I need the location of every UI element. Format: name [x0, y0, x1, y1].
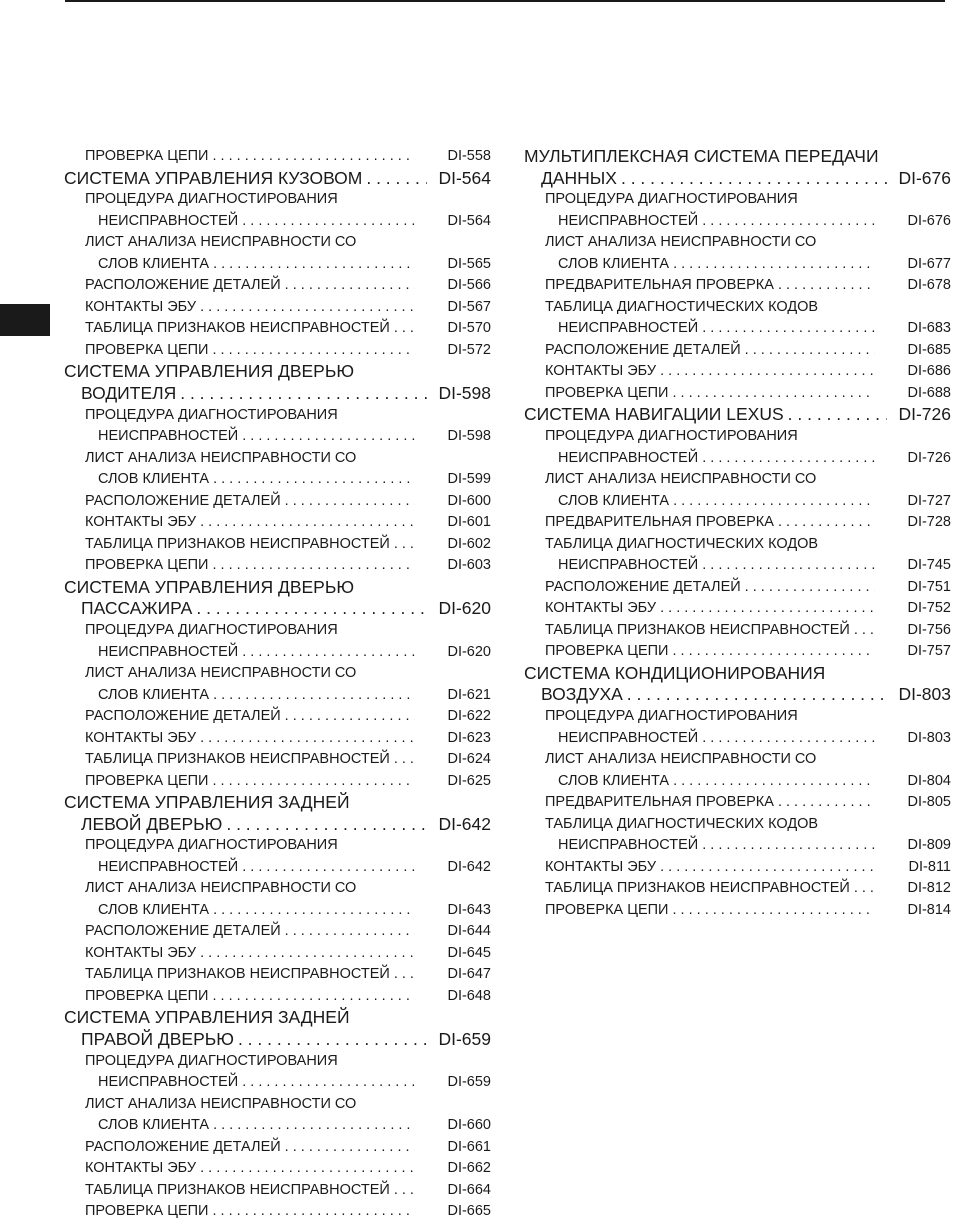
toc-subsection-entry[interactable]	[64, 921, 491, 943]
toc-entry-title: ЛИСТ АНАЛИЗА НЕИСПРАВНОСТИ СО	[545, 234, 817, 251]
toc-page-number: DI-564	[438, 167, 491, 188]
dot-leader	[660, 857, 875, 879]
toc-entry-title: СИСТЕМА УПРАВЛЕНИЯ ДВЕРЬЮ	[64, 361, 354, 382]
toc-page-number: DI-645	[447, 944, 491, 961]
toc-subsection-entry[interactable]	[64, 512, 491, 534]
toc-entry-title: ТАБЛИЦА ДИАГНОСТИЧЕСКИХ КОДОВ	[545, 815, 819, 832]
toc-page-number: DI-598	[438, 382, 491, 403]
toc-page-number: DI-665	[447, 1203, 491, 1220]
toc-entry-title: РАСПОЛОЖЕНИЕ ДЕТАЛЕЙ	[85, 277, 281, 294]
toc-subsection-entry[interactable]	[64, 1137, 491, 1159]
toc-entry-title: НЕИСПРАВНОСТЕЙ	[98, 212, 239, 229]
toc-entry-title: КОНТАКТЫ ЭБУ	[545, 600, 657, 617]
toc-entry-title: КОНТАКТЫ ЭБУ	[85, 729, 197, 746]
toc-page-number: DI-812	[907, 880, 951, 897]
toc-subsection-entry[interactable]	[64, 1158, 491, 1180]
toc-entry-title: КОНТАКТЫ ЭБУ	[85, 298, 197, 315]
toc-entry-title: СЛОВ КЛИЕНТА	[98, 901, 210, 918]
toc-entry-title: СИСТЕМА КОНДИЦИОНИРОВАНИЯ	[524, 662, 826, 683]
toc-subsection-entry[interactable]	[64, 318, 491, 340]
toc-subsection-entry[interactable]	[524, 534, 951, 577]
toc-entry-title: МУЛЬТИПЛЕКСНАЯ СИСТЕМА ПЕРЕДАЧИ	[524, 146, 879, 166]
toc-page-number: DI-726	[907, 449, 951, 466]
toc-entry-title: РАСПОЛОЖЕНИЕ ДЕТАЛЕЙ	[545, 341, 741, 358]
toc-entry-title: ЛИСТ АНАЛИЗА НЕИСПРАВНОСТИ СО	[85, 880, 357, 897]
toc-entry-title: ВОЗДУХА	[541, 684, 623, 705]
toc-subsection-entry[interactable]	[64, 1051, 491, 1094]
toc-subsection-entry[interactable]	[64, 1201, 491, 1223]
dot-leader	[660, 361, 875, 383]
toc-subsection-entry[interactable]	[524, 900, 951, 922]
toc-page-number: DI-564	[447, 212, 491, 229]
dot-leader	[394, 1180, 415, 1202]
dot-leader	[285, 1137, 415, 1159]
toc-page-number: DI-811	[908, 858, 951, 875]
dot-leader	[242, 211, 415, 233]
toc-entry-title: ТАБЛИЦА ПРИЗНАКОВ НЕИСПРАВНОСТЕЙ	[85, 320, 390, 337]
toc-entry-title: КОНТАКТЫ ЭБУ	[85, 944, 197, 961]
dot-leader	[673, 254, 875, 276]
toc-subsection-entry[interactable]	[524, 426, 951, 469]
toc-entry-title: КОНТАКТЫ ЭБУ	[545, 363, 657, 380]
toc-entry-title: НЕИСПРАВНОСТЕЙ	[98, 428, 239, 445]
toc-entry-title: ТАБЛИЦА ПРИЗНАКОВ НЕИСПРАВНОСТЕЙ	[85, 751, 390, 768]
toc-subsection-entry[interactable]	[524, 641, 951, 663]
toc-subsection-entry[interactable]	[524, 857, 951, 879]
toc-subsection-entry[interactable]	[64, 620, 491, 663]
toc-entry-title: ТАБЛИЦА ПРИЗНАКОВ НЕИСПРАВНОСТЕЙ	[85, 966, 390, 983]
toc-entry-title: ПРОВЕРКА ЦЕПИ	[85, 557, 209, 574]
toc-entry-title: ПРОЦЕДУРА ДИАГНОСТИРОВАНИЯ	[85, 622, 338, 639]
toc-subsection-entry[interactable]	[64, 491, 491, 513]
toc-subsection-entry[interactable]	[64, 146, 491, 168]
dot-leader	[238, 1029, 427, 1051]
dot-leader	[702, 448, 875, 470]
toc-page-number: DI-602	[447, 535, 491, 552]
toc-page-number: DI-659	[447, 1074, 491, 1091]
dot-leader	[213, 900, 415, 922]
toc-entry-title: ПРОВЕРКА ЦЕПИ	[545, 384, 669, 401]
toc-page-number: DI-803	[907, 729, 951, 746]
toc-subsection-entry[interactable]	[64, 534, 491, 556]
toc-entry-title: СЛОВ КЛИЕНТА	[98, 471, 210, 488]
dot-leader	[778, 275, 875, 297]
toc-page-number: DI-622	[447, 708, 491, 725]
toc-page-number: DI-659	[438, 1029, 491, 1050]
toc-subsection-entry[interactable]	[64, 405, 491, 448]
dot-leader	[242, 857, 415, 879]
dot-leader	[745, 340, 875, 362]
dot-leader	[778, 512, 875, 534]
dot-leader	[212, 146, 415, 168]
section-tab-marker	[0, 304, 50, 336]
toc-page-number: DI-676	[907, 212, 951, 229]
toc-entry-title: НЕИСПРАВНОСТЕЙ	[98, 858, 239, 875]
toc-page-number: DI-686	[907, 363, 951, 380]
toc-entry-title: ВОДИТЕЛЯ	[81, 382, 177, 403]
dot-leader	[242, 1072, 415, 1094]
toc-subsection-entry[interactable]	[524, 189, 951, 232]
toc-page-number: DI-624	[447, 751, 491, 768]
toc-page-number: DI-752	[907, 600, 951, 617]
toc-entry-title: СЛОВ КЛИЕНТА	[98, 1117, 210, 1134]
toc-entry-title: ПРОЦЕДУРА ДИАГНОСТИРОВАНИЯ	[545, 708, 798, 725]
top-rule	[65, 0, 945, 2]
toc-subsection-entry[interactable]	[64, 232, 491, 275]
toc-column-left	[64, 146, 491, 1223]
toc-entry-title: ПРОЦЕДУРА ДИАГНОСТИРОВАНИЯ	[85, 406, 338, 423]
toc-entry-title: СИСТЕМА УПРАВЛЕНИЯ ЗАДНЕЙ	[64, 792, 350, 813]
toc-entry-title: ПАССАЖИРА	[81, 598, 193, 619]
toc-page-number: DI-814	[907, 901, 951, 918]
toc-entry-title: ДАННЫХ	[541, 167, 617, 188]
dot-leader	[180, 383, 427, 405]
dot-leader	[702, 318, 875, 340]
dot-leader	[672, 900, 875, 922]
dot-leader	[778, 792, 875, 814]
toc-subsection-entry[interactable]	[524, 792, 951, 814]
toc-subsection-entry[interactable]	[524, 383, 951, 405]
toc-entry-title: НЕИСПРАВНОСТЕЙ	[558, 557, 699, 574]
toc-entry-title: ПРОЦЕДУРА ДИАГНОСТИРОВАНИЯ	[85, 837, 338, 854]
toc-entry-title: ЛИСТ АНАЛИЗА НЕИСПРАВНОСТИ СО	[85, 234, 357, 251]
toc-page-number: DI-809	[907, 837, 951, 854]
dot-leader	[285, 921, 415, 943]
toc-page-number: DI-566	[447, 277, 491, 294]
toc-page-number: DI-558	[447, 148, 491, 164]
toc-subsection-entry[interactable]	[524, 275, 951, 297]
dot-leader	[242, 426, 415, 448]
toc-entry-title: ПРЕДВАРИТЕЛЬНАЯ ПРОВЕРКА	[545, 514, 774, 531]
dot-leader	[702, 211, 875, 233]
toc-subsection-entry[interactable]	[64, 964, 491, 986]
dot-leader	[673, 491, 875, 513]
toc-page-number: DI-745	[907, 557, 951, 574]
toc-entry-title: ПРОВЕРКА ЦЕПИ	[545, 901, 669, 918]
dot-leader	[702, 728, 875, 750]
dot-leader	[854, 620, 875, 642]
toc-entry-title: ПРАВОЙ ДВЕРЬЮ	[81, 1029, 234, 1050]
toc-page-number: DI-598	[447, 428, 491, 445]
toc-subsection-entry[interactable]	[524, 878, 951, 900]
toc-section-entry[interactable]	[524, 146, 951, 189]
toc-entry-title: СЛОВ КЛИЕНТА	[98, 686, 210, 703]
toc-subsection-entry[interactable]	[64, 663, 491, 706]
toc-entry-title: ПРОВЕРКА ЦЕПИ	[545, 643, 669, 660]
toc-entry-title: ПРОВЕРКА ЦЕПИ	[85, 341, 209, 358]
toc-subsection-entry[interactable]	[524, 620, 951, 642]
toc-entry-title: ЛИСТ АНАЛИЗА НЕИСПРАВНОСТИ СО	[85, 1095, 357, 1112]
dot-leader	[660, 598, 875, 620]
toc-subsection-entry[interactable]	[64, 555, 491, 577]
toc-subsection-entry[interactable]	[64, 749, 491, 771]
dot-leader	[213, 254, 415, 276]
dot-leader	[702, 555, 875, 577]
toc-entry-title: РАСПОЛОЖЕНИЕ ДЕТАЛЕЙ	[545, 578, 741, 595]
toc-entry-title: ЛЕВОЙ ДВЕРЬЮ	[81, 813, 223, 834]
toc-entry-title: ТАБЛИЦА ПРИЗНАКОВ НЕИСПРАВНОСТЕЙ	[545, 880, 850, 897]
toc-entry-title: ТАБЛИЦА ДИАГНОСТИЧЕСКИХ КОДОВ	[545, 298, 819, 315]
toc-page-number: DI-603	[447, 557, 491, 574]
dot-leader	[673, 771, 875, 793]
toc-page-number: DI-644	[447, 923, 491, 940]
toc-entry-title: СЛОВ КЛИЕНТА	[558, 492, 670, 509]
toc-section-entry[interactable]	[524, 663, 951, 706]
toc-page-number: DI-620	[438, 598, 491, 619]
dot-leader	[212, 555, 415, 577]
toc-page-number: DI-648	[447, 987, 491, 1004]
toc-subsection-entry[interactable]	[524, 598, 951, 620]
toc-entry-title: ТАБЛИЦА ПРИЗНАКОВ НЕИСПРАВНОСТЕЙ	[85, 1181, 390, 1198]
toc-entry-title: СИСТЕМА НАВИГАЦИИ LEXUS	[524, 404, 784, 425]
toc-section-entry[interactable]	[64, 792, 491, 835]
toc-subsection-entry[interactable]	[524, 469, 951, 512]
toc-page-number: DI-662	[447, 1160, 491, 1177]
toc-entry-title: НЕИСПРАВНОСТЕЙ	[558, 320, 699, 337]
toc-entry-title: ЛИСТ АНАЛИЗА НЕИСПРАВНОСТИ СО	[85, 665, 357, 682]
toc-page-number: DI-676	[898, 167, 951, 188]
toc-entry-title: ПРОВЕРКА ЦЕПИ	[85, 772, 209, 789]
dot-leader	[212, 771, 415, 793]
toc-subsection-entry[interactable]	[524, 297, 951, 340]
toc-page-number: DI-625	[447, 772, 491, 789]
toc-page-number: DI-600	[447, 492, 491, 509]
toc-entry-title: РАСПОЛОЖЕНИЕ ДЕТАЛЕЙ	[85, 1138, 281, 1155]
toc-entry-title: ПРОВЕРКА ЦЕПИ	[85, 148, 209, 164]
toc-entry-title: РАСПОЛОЖЕНИЕ ДЕТАЛЕЙ	[85, 923, 281, 940]
dot-leader	[285, 491, 415, 513]
toc-subsection-entry[interactable]	[524, 706, 951, 749]
toc-subsection-entry[interactable]	[64, 986, 491, 1008]
toc-page-number: DI-661	[447, 1138, 491, 1155]
toc-subsection-entry[interactable]	[524, 512, 951, 534]
toc-page-number: DI-727	[907, 492, 951, 509]
toc-page-number: DI-683	[907, 320, 951, 337]
toc-entry-title: ТАБЛИЦА ПРИЗНАКОВ НЕИСПРАВНОСТЕЙ	[85, 535, 390, 552]
toc-subsection-entry[interactable]	[64, 297, 491, 319]
toc-section-entry[interactable]	[64, 577, 491, 620]
toc-entry-title: ПРОЦЕДУРА ДИАГНОСТИРОВАНИЯ	[545, 191, 798, 208]
toc-entry-title: ТАБЛИЦА ПРИЗНАКОВ НЕИСПРАВНОСТЕЙ	[545, 621, 850, 638]
dot-leader	[285, 275, 415, 297]
toc-page-number: DI-623	[447, 729, 491, 746]
toc-entry-title: КОНТАКТЫ ЭБУ	[545, 858, 657, 875]
toc-page-number: DI-642	[438, 813, 491, 834]
toc-entry-title: ПРОВЕРКА ЦЕПИ	[85, 1203, 209, 1220]
toc-subsection-entry[interactable]	[64, 275, 491, 297]
toc-subsection-entry[interactable]	[524, 749, 951, 792]
toc-subsection-entry[interactable]	[64, 835, 491, 878]
dot-leader	[285, 706, 415, 728]
toc-page-number: DI-804	[907, 772, 951, 789]
toc-entry-title: ЛИСТ АНАЛИЗА НЕИСПРАВНОСТИ СО	[545, 751, 817, 768]
toc-entry-title: ПРЕДВАРИТЕЛЬНАЯ ПРОВЕРКА	[545, 794, 774, 811]
toc-page-number: DI-678	[907, 277, 951, 294]
dot-leader	[212, 340, 415, 362]
toc-entry-title: НЕИСПРАВНОСТЕЙ	[558, 212, 699, 229]
dot-leader	[366, 168, 427, 190]
dot-leader	[226, 814, 427, 836]
toc-page-number: DI-599	[447, 471, 491, 488]
toc-entry-title: СИСТЕМА УПРАВЛЕНИЯ ДВЕРЬЮ	[64, 576, 354, 597]
dot-leader	[672, 383, 875, 405]
toc-page-number: DI-570	[447, 320, 491, 337]
dot-leader	[242, 642, 415, 664]
dot-leader	[672, 641, 875, 663]
toc-page-number: DI-685	[907, 341, 951, 358]
toc-section-entry[interactable]	[524, 404, 951, 426]
toc-entry-title: НЕИСПРАВНОСТЕЙ	[98, 1074, 239, 1091]
dot-leader	[621, 168, 887, 190]
toc-section-entry[interactable]	[64, 1007, 491, 1050]
toc-subsection-entry[interactable]	[64, 1180, 491, 1202]
toc-subsection-entry[interactable]	[64, 340, 491, 362]
toc-entry-title: ТАБЛИЦА ДИАГНОСТИЧЕСКИХ КОДОВ	[545, 535, 819, 552]
toc-page-number: DI-751	[907, 578, 951, 595]
toc-page-number: DI-642	[447, 858, 491, 875]
dot-leader	[196, 598, 427, 620]
toc-page-number: DI-643	[447, 901, 491, 918]
dot-leader	[200, 728, 415, 750]
toc-page-number: DI-565	[447, 255, 491, 272]
toc-column-right	[524, 146, 951, 921]
toc-entry-title: СИСТЕМА УПРАВЛЕНИЯ ЗАДНЕЙ	[64, 1007, 350, 1028]
toc-subsection-entry[interactable]	[64, 1094, 491, 1137]
dot-leader	[627, 684, 887, 706]
toc-entry-title: КОНТАКТЫ ЭБУ	[85, 514, 197, 531]
dot-leader	[200, 943, 415, 965]
toc-entry-title: ПРОВЕРКА ЦЕПИ	[85, 987, 209, 1004]
toc-page-number: DI-567	[447, 298, 491, 315]
dot-leader	[213, 469, 415, 491]
dot-leader	[854, 878, 875, 900]
toc-subsection-entry[interactable]	[524, 577, 951, 599]
toc-subsection-entry[interactable]	[64, 771, 491, 793]
dot-leader	[745, 577, 875, 599]
toc-page-number: DI-728	[907, 514, 951, 531]
dot-leader	[394, 964, 415, 986]
toc-subsection-entry[interactable]	[524, 814, 951, 857]
toc-entry-title: ПРОЦЕДУРА ДИАГНОСТИРОВАНИЯ	[85, 191, 338, 208]
toc-page-number: DI-660	[447, 1117, 491, 1134]
toc-entry-title: НЕИСПРАВНОСТЕЙ	[558, 837, 699, 854]
dot-leader	[200, 1158, 415, 1180]
toc-page-number: DI-601	[447, 514, 491, 531]
toc-page-number: DI-621	[447, 686, 491, 703]
toc-entry-title: РАСПОЛОЖЕНИЕ ДЕТАЛЕЙ	[85, 708, 281, 725]
toc-subsection-entry[interactable]	[64, 448, 491, 491]
toc-subsection-entry[interactable]	[524, 361, 951, 383]
toc-subsection-entry[interactable]	[64, 706, 491, 728]
toc-entry-title: НЕИСПРАВНОСТЕЙ	[558, 729, 699, 746]
toc-entry-title: ПРОЦЕДУРА ДИАГНОСТИРОВАНИЯ	[545, 428, 798, 445]
toc-subsection-entry[interactable]	[64, 943, 491, 965]
toc-subsection-entry[interactable]	[64, 878, 491, 921]
dot-leader	[213, 685, 415, 707]
toc-entry-title: РАСПОЛОЖЕНИЕ ДЕТАЛЕЙ	[85, 492, 281, 509]
toc-subsection-entry[interactable]	[524, 340, 951, 362]
toc-entry-title: НЕИСПРАВНОСТЕЙ	[98, 643, 239, 660]
toc-entry-title: ЛИСТ АНАЛИЗА НЕИСПРАВНОСТИ СО	[545, 471, 817, 488]
dot-leader	[200, 297, 415, 319]
toc-page-number: DI-620	[447, 643, 491, 660]
toc-page-number: DI-572	[447, 341, 491, 358]
toc-page-number: DI-805	[907, 794, 951, 811]
toc-entry-title: КОНТАКТЫ ЭБУ	[85, 1160, 197, 1177]
dot-leader	[200, 512, 415, 534]
toc-subsection-entry[interactable]	[64, 189, 491, 232]
toc-page-number: DI-756	[907, 621, 951, 638]
dot-leader	[394, 749, 415, 771]
toc-entry-title: СЛОВ КЛИЕНТА	[558, 255, 670, 272]
toc-entry-title: НЕИСПРАВНОСТЕЙ	[558, 449, 699, 466]
dot-leader	[788, 404, 887, 426]
toc-page-number: DI-726	[898, 404, 951, 425]
toc-entry-title: ЛИСТ АНАЛИЗА НЕИСПРАВНОСТИ СО	[85, 449, 357, 466]
toc-entry-title: СИСТЕМА УПРАВЛЕНИЯ КУЗОВОМ	[64, 167, 363, 188]
dot-leader	[702, 835, 875, 857]
toc-section-entry[interactable]	[64, 361, 491, 404]
toc-page-number: DI-688	[907, 384, 951, 401]
dot-leader	[212, 986, 415, 1008]
toc-entry-title: СЛОВ КЛИЕНТА	[98, 255, 210, 272]
toc-page-number: DI-664	[447, 1181, 491, 1198]
toc-page-number: DI-803	[898, 684, 951, 705]
toc-subsection-entry[interactable]	[64, 728, 491, 750]
toc-subsection-entry[interactable]	[524, 232, 951, 275]
toc-section-entry[interactable]	[64, 168, 491, 190]
toc-page-number: DI-647	[447, 966, 491, 983]
toc-entry-title: ПРОЦЕДУРА ДИАГНОСТИРОВАНИЯ	[85, 1052, 338, 1069]
dot-leader	[212, 1201, 415, 1223]
toc-entry-title: ПРЕДВАРИТЕЛЬНАЯ ПРОВЕРКА	[545, 277, 774, 294]
dot-leader	[394, 318, 415, 340]
dot-leader	[213, 1115, 415, 1137]
dot-leader	[394, 534, 415, 556]
toc-page-number: DI-757	[907, 643, 951, 660]
toc-page-number: DI-677	[907, 255, 951, 272]
toc-entry-title: СЛОВ КЛИЕНТА	[558, 772, 670, 789]
